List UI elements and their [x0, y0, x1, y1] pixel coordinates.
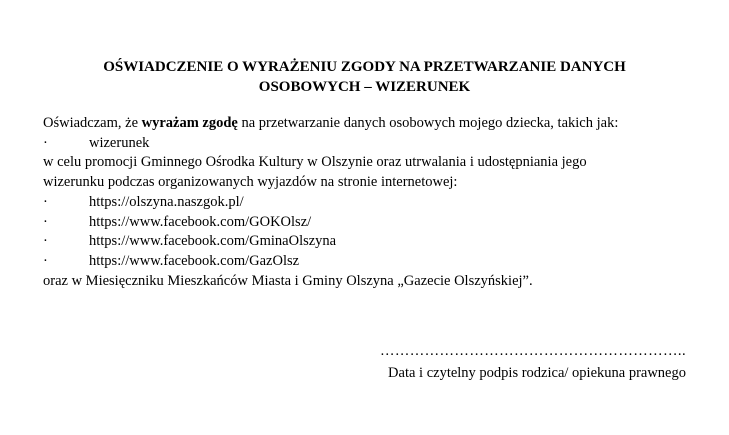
website-url: https://www.facebook.com/GminaOlszyna [89, 233, 337, 250]
data-item [43, 134, 703, 154]
website-url: https://olszyna.naszgok.pl/ [89, 193, 244, 210]
bullet-icon: · [43, 134, 48, 151]
purpose-line-1: w celu promocji Gminnego Ośrodka Kultury w Olszynie oraz utrwalania i udostępniania jego [43, 154, 587, 171]
website-item [43, 252, 703, 272]
consent-emphasis: wyrażam zgodę [141, 115, 238, 131]
website-item [43, 232, 703, 252]
data-item-text: wizerunek [89, 134, 150, 151]
website-item [43, 193, 703, 213]
intro-text: Oświadczam, że [43, 115, 142, 131]
document-title [0, 57, 729, 97]
bullet-icon: · [43, 252, 48, 269]
intro-paragraph [43, 114, 703, 134]
bullet-icon: · [43, 233, 48, 250]
website-url: https://www.facebook.com/GOKOlsz/ [89, 213, 312, 230]
signature-block [380, 341, 686, 383]
closing-line: oraz w Miesięczniku Mieszkańców Miasta i Gminy Olszyna „Gazecie Olszyńskiej”. [43, 272, 533, 289]
website-url: https://www.facebook.com/GazOlsz [89, 252, 300, 269]
intro-text-end: na przetwarzanie danych osobowych mojego dziecka, takich jak: [237, 115, 619, 131]
bullet-icon: · [43, 193, 48, 210]
title-line-2: OSOBOWYCH – WIZERUNEK [258, 79, 471, 95]
bullet-icon: · [43, 213, 48, 230]
signature-caption: Data i czytelny podpis rodzica/ opiekuna prawnego [388, 365, 686, 381]
website-item [43, 213, 703, 233]
purpose-line-2: wizerunku podczas organizowanych wyjazdów na stronie internetowej: [43, 174, 458, 191]
signature-line: …………………………………………………….. [379, 343, 686, 359]
title-line-1: OŚWIADCZENIE O WYRAŻENIU ZGODY NA PRZETWARZANIE DANYCH [103, 59, 626, 75]
statement-body [43, 114, 703, 291]
